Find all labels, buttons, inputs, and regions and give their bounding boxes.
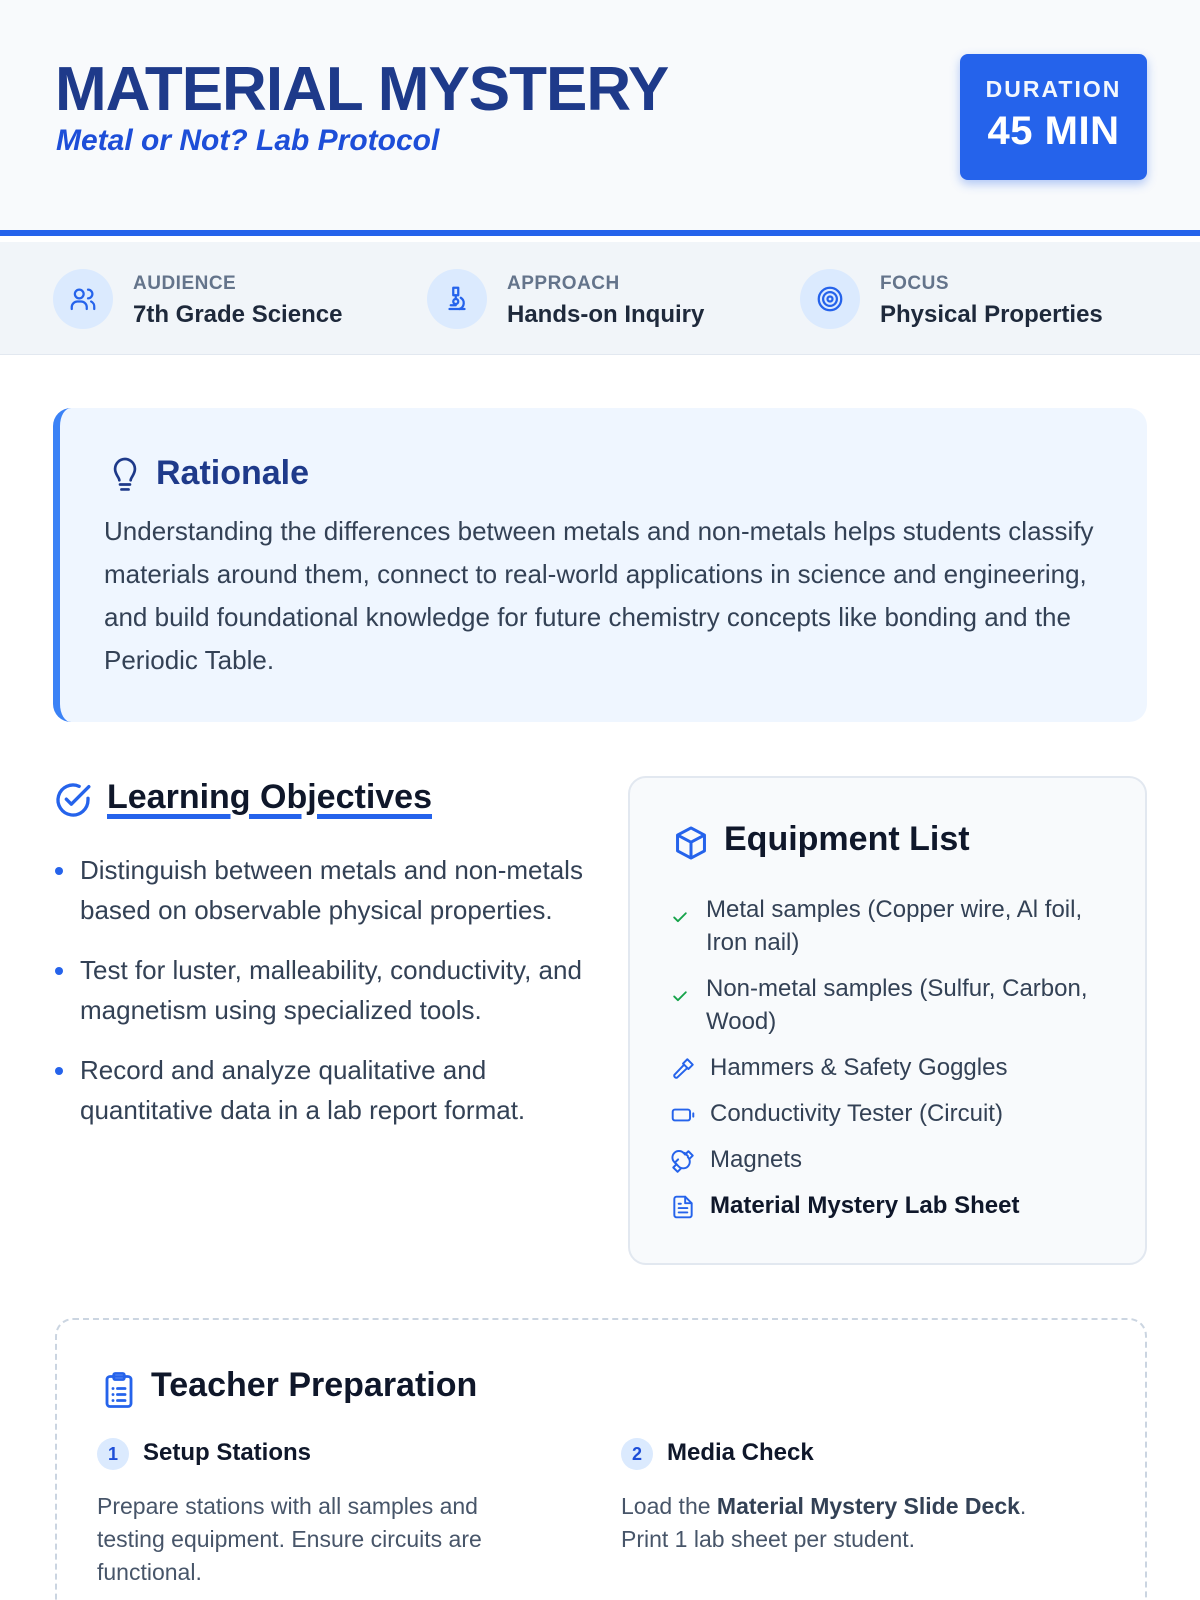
equipment-panel — [628, 776, 1147, 1265]
objective-item: Record and analyze qualitative and quantitative data in a lab report format. — [53, 1050, 593, 1130]
target-icon — [800, 269, 860, 329]
equipment-item — [670, 1051, 1120, 1084]
hammer-icon — [670, 1056, 696, 1082]
users-icon — [53, 269, 113, 329]
battery-icon — [670, 1102, 696, 1128]
slide-deck-name: Material Mystery Slide Deck — [716, 1493, 1020, 1519]
teacher-prep-panel — [55, 1318, 1147, 1600]
equipment-item-label: Metal samples (Copper wire, Al foil, Iron nail) — [706, 896, 1083, 956]
equipment-list — [670, 893, 1120, 1235]
duration-badge — [960, 54, 1147, 180]
equipment-item — [670, 1143, 1120, 1176]
meta-approach-key: APPROACH — [507, 273, 620, 294]
equipment-item-label: Hammers & Safety Goggles — [710, 1054, 1008, 1081]
equipment-item-label: Magnets — [710, 1146, 803, 1173]
objectives-title: Learning Objectives — [107, 778, 432, 816]
circle-check-icon — [53, 780, 93, 820]
file-icon — [670, 1194, 696, 1220]
lightbulb-icon — [108, 456, 142, 496]
meta-audience-key: AUDIENCE — [133, 273, 237, 294]
microscope-icon — [427, 269, 487, 329]
magnet-icon — [670, 1148, 696, 1174]
clipboard-icon — [101, 1370, 137, 1410]
page-header — [0, 0, 1200, 236]
equipment-item-label: Material Mystery Lab Sheet — [710, 1192, 1020, 1219]
step-text: Prepare stations with all samples and testing equipment. Ensure circuits are functional. — [97, 1493, 482, 1585]
box-icon — [672, 824, 710, 862]
page-subtitle: Metal or Not? Lab Protocol — [56, 124, 440, 157]
check-icon — [670, 986, 690, 1006]
meta-focus-key: FOCUS — [880, 273, 949, 294]
meta-focus-value: Physical Properties — [880, 301, 1103, 328]
duration-label: DURATION — [985, 76, 1122, 102]
equipment-item-label: Non-metal samples (Sulfur, Carbon, Wood) — [706, 975, 1088, 1035]
rationale-panel — [53, 408, 1147, 722]
teacher-prep-title: Teacher Preparation — [151, 1366, 478, 1404]
meta-audience-value: 7th Grade Science — [133, 301, 343, 328]
equipment-title: Equipment List — [724, 820, 970, 858]
step-number: 1 — [97, 1438, 129, 1470]
equipment-item-label: Conductivity Tester (Circuit) — [710, 1100, 1003, 1127]
step-text — [621, 1490, 1061, 1556]
meta-bar — [0, 242, 1200, 355]
objective-item: Test for luster, malleability, conductivity, and magnetism using specialized tools. — [53, 950, 593, 1030]
duration-value: 45 MIN — [987, 109, 1120, 153]
rationale-title: Rationale — [156, 454, 310, 492]
step-text-pre: Load the — [621, 1493, 717, 1519]
equipment-item — [670, 893, 1120, 959]
objective-item: Distinguish between metals and non-metals based on observable physical properties. — [53, 850, 593, 930]
equipment-item — [670, 1189, 1120, 1222]
rationale-text: Understanding the differences between metals and non-metals helps students classify materials around them, connect to real-world applications in science and engineering, and build foundational knowledge for future chemistry concepts like bonding and the Periodic Table. — [104, 516, 1094, 675]
equipment-item — [670, 972, 1120, 1038]
equipment-item — [670, 1097, 1120, 1130]
step-title: Media Check — [667, 1439, 814, 1466]
step-number: 2 — [621, 1438, 653, 1470]
check-icon — [670, 907, 690, 927]
step-text-post: . Print 1 lab sheet per student. — [621, 1493, 1027, 1552]
step-title: Setup Stations — [143, 1439, 312, 1466]
objectives-list — [53, 850, 593, 1150]
page-title: MATERIAL MYSTERY — [55, 55, 669, 124]
meta-approach-value: Hands-on Inquiry — [507, 301, 705, 328]
